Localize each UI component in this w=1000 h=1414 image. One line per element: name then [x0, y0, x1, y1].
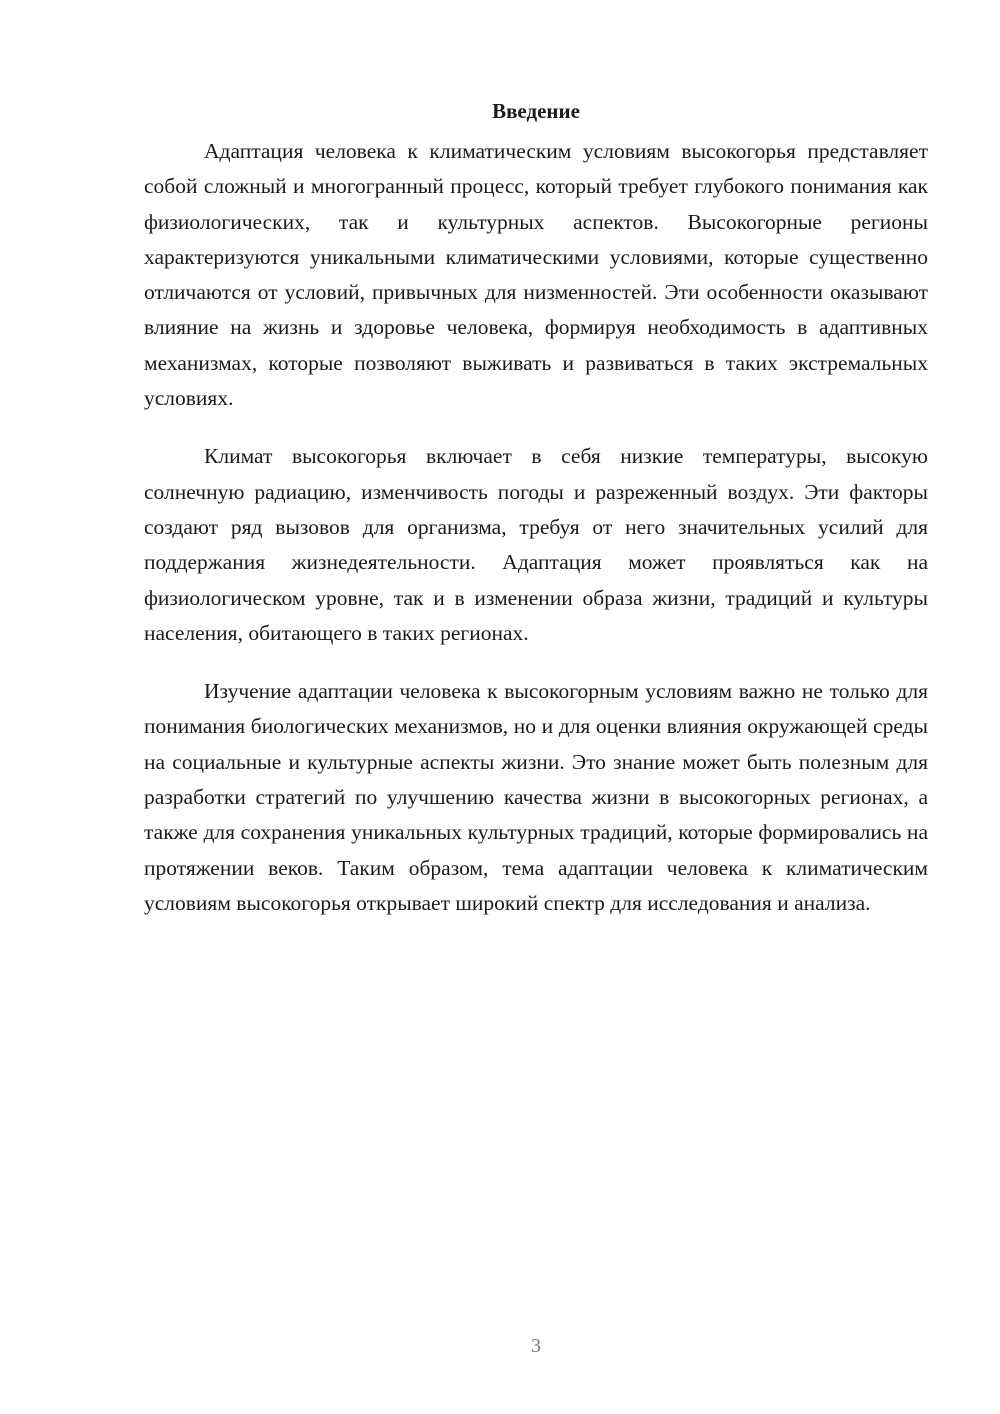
- paragraph-2: Климат высокогорья включает в себя низкие температуры, высокую солнечную радиацию, изменчивость погоды и разреженный воздух. Эти факторы создают ряд вызовов для организма, требуя от него значительных усилий для поддержания жизнедеятельности. Адаптация может проявляться как на физиологическом уровне, так и в изменении образа жизни, традиций и культуры населения, обитающего в таких регионах.: [144, 444, 928, 645]
- section-heading: Введение: [492, 99, 580, 123]
- page-content: [144, 96, 928, 944]
- page-number: 3: [531, 1335, 541, 1357]
- paragraph-1: Адаптация человека к климатическим условиям высокогорья представляет собой сложный и многогранный процесс, который требует глубокого понимания как физиологических, так и культурных аспектов. Высокогорные регионы характеризуются уникальными климатическими условиями, которые существенно отличаются от условий, привычных для низменностей. Эти особенности оказывают влияние на жизнь и здоровье человека, формируя необходимость в адаптивных механизмах, которые позволяют выживать и развиваться в таких экстремальных условиях.: [144, 139, 928, 411]
- paragraph-3: Изучение адаптации человека к высокогорным условиям важно не только для понимания биологических механизмов, но и для оценки влияния окружающей среды на социальные и культурные аспекты жизни. Это знание может быть полезным для разработки стратегий по улучшению качества жизни в высокогорных регионах, а также для сохранения уникальных культурных традиций, которые формировались на протяжении веков. Таким образом, тема адаптации человека к климатическим условиям высокогорья открывает широкий спектр для исследования и анализа.: [144, 679, 928, 915]
